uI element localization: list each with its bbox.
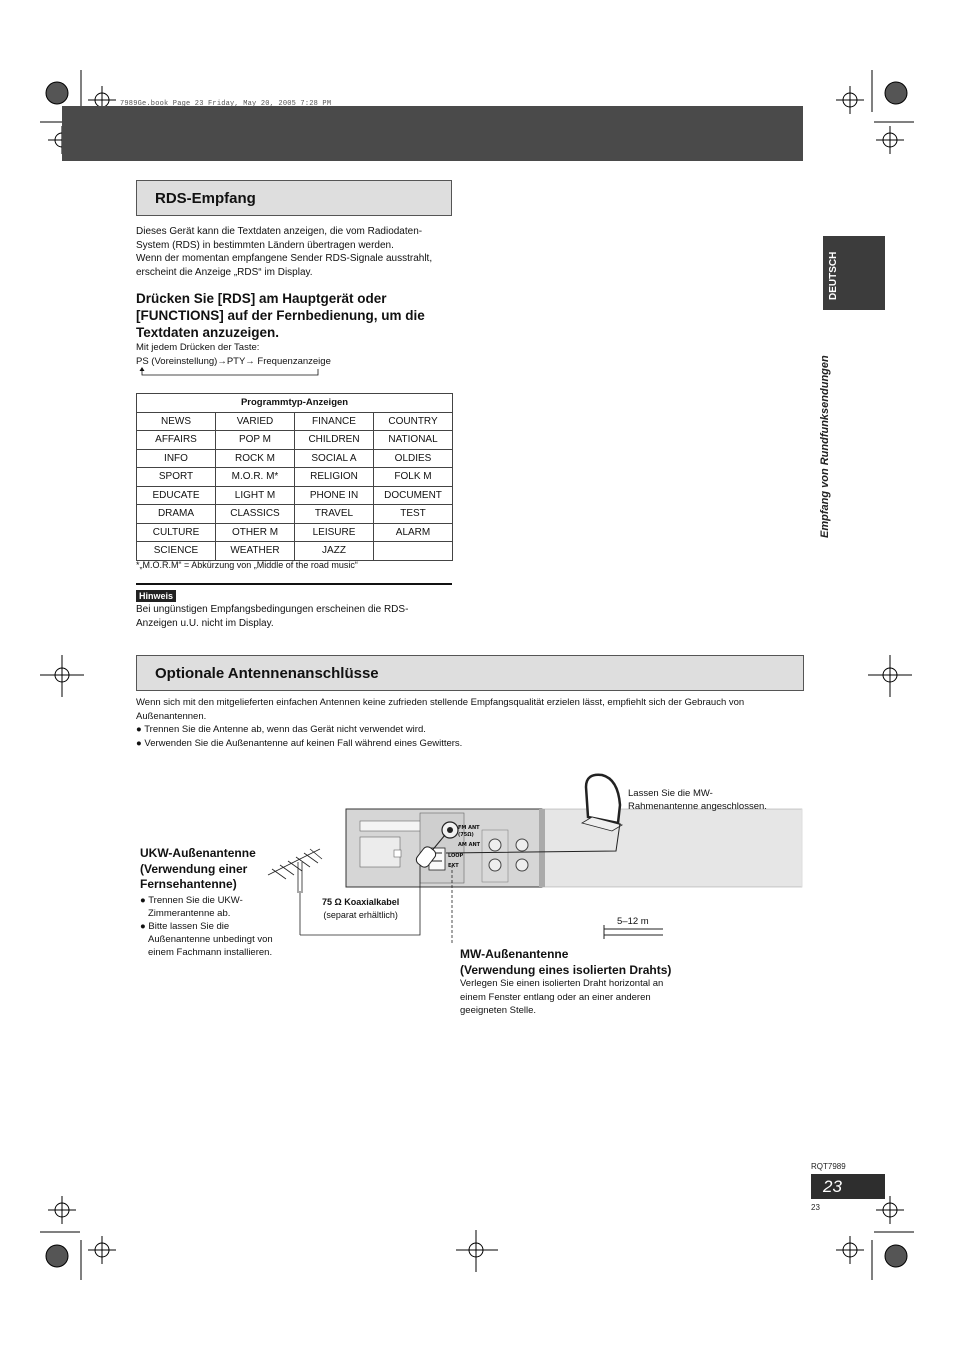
- text-line: Drücken Sie [RDS] am Hauptgerät oder: [136, 291, 387, 306]
- table-row: [137, 523, 453, 542]
- text-line: UKW-Außenantenne: [140, 846, 256, 860]
- each-press-note: Mit jedem Drücken der Taste:: [136, 342, 260, 353]
- hinweis-text: [136, 603, 456, 630]
- table-cell: AFFAIRS: [137, 431, 216, 450]
- bullet-text: Trennen Sie die Antenne ab, wenn das Gerät nicht verwendet wird.: [144, 724, 426, 735]
- table-cell: ALARM: [374, 523, 453, 542]
- bullet-item: ● Verwenden Sie die Außenantenne auf keinen Fall während eines Gewitters.: [136, 737, 463, 749]
- display-sequence: PS (Voreinstellung)→PTY→ Frequenzanzeige: [136, 356, 331, 367]
- table-cell: LIGHT M: [216, 486, 295, 505]
- rds-intro: [136, 225, 456, 279]
- hinweis-divider: [136, 583, 452, 585]
- loop-antenna-note: [628, 787, 767, 813]
- table-cell: EDUCATE: [137, 486, 216, 505]
- text-line: Rahmenantenne angeschlossen.: [628, 801, 767, 812]
- text-line: Dieses Gerät kann die Textdaten anzeigen, die vom Radiodaten-: [136, 226, 423, 237]
- text-line: Wenn sich mit den mitgelieferten einfachen Antennen keine zufrieden stellende Empfangsqualität erzielen lässt, empfiehlt sich der Gebrauch von: [136, 697, 745, 708]
- text-line: (Verwendung einer: [140, 861, 248, 876]
- table-row: [137, 412, 453, 431]
- table-row: [137, 449, 453, 468]
- table-cell: SOCIAL A: [295, 449, 374, 468]
- bullet-text: Verwenden Sie die Außenantenne auf keinen Fall während eines Gewitters.: [144, 737, 463, 749]
- table-cell: CULTURE: [137, 523, 216, 542]
- book-info-line: 7989Ge.book Page 23 Friday, May 20, 2005 7:28 PM: [120, 100, 332, 108]
- table-cell: [374, 542, 453, 561]
- text-line: Anzeigen u.U. nicht im Display.: [136, 617, 274, 629]
- header-bar: [62, 106, 803, 161]
- table-cell: TEST: [374, 505, 453, 524]
- table-row: [137, 505, 453, 524]
- text-line: Zimmerantenne ab.: [148, 908, 231, 919]
- table-cell: INFO: [137, 449, 216, 468]
- ukw-notes: [140, 894, 290, 959]
- table-row: [137, 468, 453, 487]
- table-row: [137, 542, 453, 561]
- coax-sub: (separat erhältlich): [323, 910, 398, 920]
- text-line: System (RDS) in bestimmten Ländern übertragen werden.: [136, 239, 394, 251]
- table-cell: FOLK M: [374, 468, 453, 487]
- text-line: Außenantennen.: [136, 710, 207, 722]
- antenna-intro: [136, 696, 806, 750]
- table-cell: PHONE IN: [295, 486, 374, 505]
- table-cell: FINANCE: [295, 412, 374, 431]
- ukw-heading: [140, 846, 256, 893]
- table-cell: VARIED: [216, 412, 295, 431]
- table-cell: LEISURE: [295, 523, 374, 542]
- text-line: [FUNCTIONS] auf der Fernbedienung, um die: [136, 308, 425, 323]
- page-number: 23: [823, 1177, 842, 1196]
- text-line: Außenantenne unbedingt von: [148, 934, 273, 945]
- table-cell: SPORT: [137, 468, 216, 487]
- table-cell: DOCUMENT: [374, 486, 453, 505]
- language-label: DEUTSCH: [828, 251, 839, 300]
- bullet-item: ● Trennen Sie die Antenne ab, wenn das Gerät nicht verwendet wird.: [136, 724, 426, 735]
- mw-text: [460, 977, 720, 1018]
- table-cell: CHILDREN: [295, 431, 374, 450]
- table-cell: JAZZ: [295, 542, 374, 561]
- bullet-item: ● Bitte lassen Sie die: [140, 921, 230, 932]
- table-cell: POP M: [216, 431, 295, 450]
- table-row: [137, 431, 453, 450]
- table-cell: NEWS: [137, 412, 216, 431]
- hinweis-label: Hinweis: [136, 590, 176, 602]
- mw-heading: [460, 947, 671, 978]
- text-line: geeigneten Stelle.: [460, 1005, 537, 1016]
- text-line: MW-Außenantenne: [460, 947, 569, 961]
- table-header: Programmtyp-Anzeigen: [137, 394, 453, 413]
- table-cell: M.O.R. M*: [216, 468, 295, 487]
- bullet-text: Bitte lassen Sie die: [148, 921, 230, 932]
- rds-section-title: RDS-Empfang: [155, 190, 256, 207]
- text-line: Wenn der momentan empfangene Sender RDS-Signale ausstrahlt,: [136, 253, 433, 264]
- ext-label: EXT: [448, 863, 459, 869]
- rear-panel: [346, 809, 802, 887]
- coax-label: 75 Ω Koaxialkabel: [322, 897, 400, 907]
- table-cell: SCIENCE: [137, 542, 216, 561]
- table-cell: TRAVEL: [295, 505, 374, 524]
- text-line: (Verwendung eines isolierten Drahts): [460, 962, 672, 977]
- text-line: einem Fenster entlang oder an einer anderen: [460, 991, 651, 1003]
- rds-instruction: [136, 290, 456, 341]
- text-line: Fernsehantenne): [140, 877, 237, 891]
- chapter-label: Empfang von Rundfunksendungen: [819, 355, 831, 538]
- loop-label: LOOP: [448, 853, 464, 859]
- length-label: 5–12 m: [617, 916, 649, 927]
- text-line: erscheint die Anzeige „RDS“ im Display.: [136, 266, 313, 278]
- coax-cable-label: [322, 896, 399, 922]
- programme-type-table: [136, 393, 453, 561]
- bullet-text: Trennen Sie die UKW-: [148, 895, 243, 906]
- table-cell: COUNTRY: [374, 412, 453, 431]
- text-line: Bei ungünstigen Empfangsbedingungen erscheinen die RDS-: [136, 604, 409, 615]
- antenna-section-title: Optionale Antennenanschlüsse: [155, 665, 379, 682]
- fm-ant-label: FM ANT: [458, 825, 480, 831]
- page-number-small: 23: [811, 1203, 820, 1212]
- bullet-item: ● Trennen Sie die UKW-: [140, 895, 243, 906]
- table-cell: CLASSICS: [216, 505, 295, 524]
- table-footnote: *„M.O.R.M“ = Abkürzung von „Middle of the road music“: [136, 560, 358, 570]
- table-cell: RELIGION: [295, 468, 374, 487]
- text-line: einem Fachmann installieren.: [148, 947, 273, 958]
- model-number: RQT7989: [811, 1162, 846, 1171]
- text-line: Verlegen Sie einen isolierten Draht horizontal an: [460, 978, 664, 989]
- table-row: [137, 486, 453, 505]
- table-cell: NATIONAL: [374, 431, 453, 450]
- table-cell: WEATHER: [216, 542, 295, 561]
- table-cell: ROCK M: [216, 449, 295, 468]
- page-number-box: [811, 1174, 885, 1199]
- table-cell: OTHER M: [216, 523, 295, 542]
- rds-section-header: [136, 180, 452, 216]
- antenna-section-header: [136, 655, 804, 691]
- text-line: Textdaten anzuzeigen.: [136, 325, 280, 340]
- table-cell: DRAMA: [137, 505, 216, 524]
- am-ant-label: AM ANT: [458, 842, 481, 848]
- text-line: Lassen Sie die MW-: [628, 788, 713, 799]
- table-cell: OLDIES: [374, 449, 453, 468]
- ohm-label: (75Ω): [458, 832, 474, 838]
- sequence-return-arrow: [138, 366, 323, 378]
